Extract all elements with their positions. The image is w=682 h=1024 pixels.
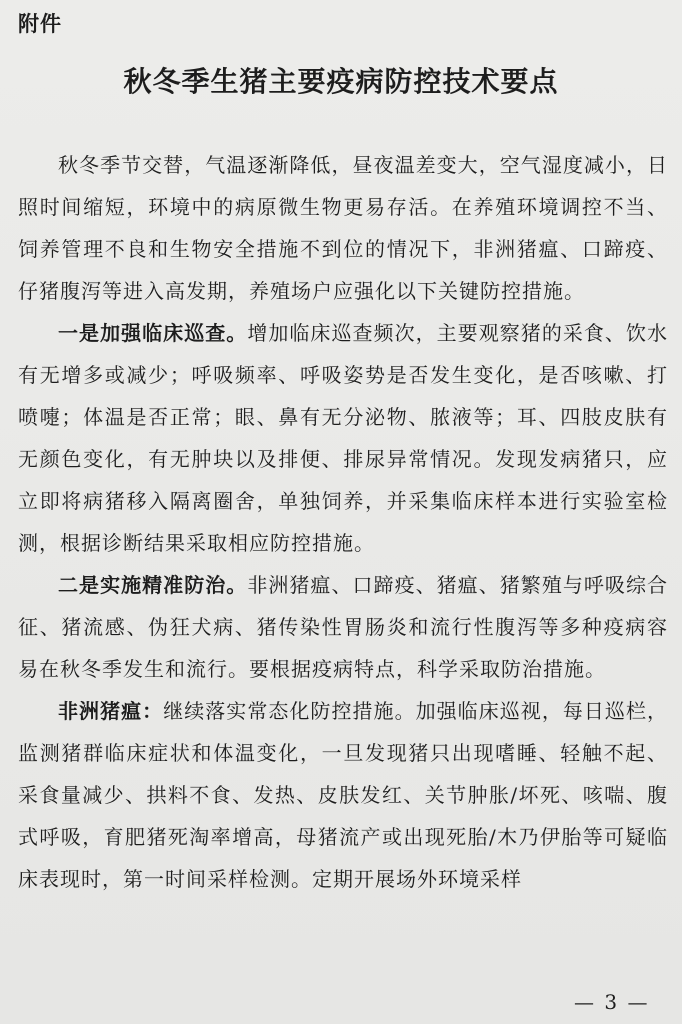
paragraph-clinical-inspection	[18, 312, 668, 564]
document-body	[18, 144, 668, 900]
paragraph-text: 继续落实常态化防控措施。加强临床巡视，每日巡栏，监测猪群临床症状和体温变化，一旦发现猪只出现嗜睡、轻触不起、采食量减少、拱料不食、发热、皮肤发红、关节肿胀/坏死、咳喘、腹式呼吸，育肥猪死淘率增高，母猪流产或出现死胎/木乃伊胎等可疑临床表现时，第一时间采样检测。定期开展场外环境采样	[18, 699, 669, 891]
paragraph-precise-prevention	[18, 564, 668, 690]
paragraph-heading: 一是加强临床巡查。	[58, 321, 248, 345]
paragraph-heading: 二是实施精准防治。	[58, 573, 248, 597]
paragraph-heading: 非洲猪瘟：	[58, 699, 164, 723]
page-number: — 3 —	[574, 990, 650, 1014]
document-title: 秋冬季生猪主要疫病防控技术要点	[123, 65, 559, 98]
paragraph-intro: 秋冬季节交替，气温逐渐降低，昼夜温差变大，空气湿度减小，日照时间缩短，环境中的病原微生物更易存活。在养殖环境调控不当、饲养管理不良和生物安全措施不到位的情况下，非洲猪瘟、口蹄疫、仔猪腹泻等进入高发期，养殖场户应强化以下关键防控措施。	[18, 153, 668, 303]
attachment-label: 附件	[18, 12, 62, 36]
paragraph-text: 增加临床巡查频次，主要观察猪的采食、饮水有无增多或减少；呼吸频率、呼吸姿势是否发生变化，是否咳嗽、打喷嚏；体温是否正常；眼、鼻有无分泌物、脓液等；耳、四肢皮肤有无颜色变化，有无肿块以及排便、排尿异常情况。发现发病猪只，应立即将病猪移入隔离圈舍，单独饲养，并采集临床样本进行实验室检测，根据诊断结果采取相应防控措施。	[18, 321, 669, 555]
paragraph-african-swine-fever	[18, 690, 668, 900]
paragraph-text: 非洲猪瘟、口蹄疫、猪瘟、猪繁殖与呼吸综合征、猪流感、伪狂犬病、猪传染性胃肠炎和流行性腹泻等多种疫病容易在秋冬季发生和流行。要根据疫病特点，科学采取防治措施。	[18, 573, 669, 681]
